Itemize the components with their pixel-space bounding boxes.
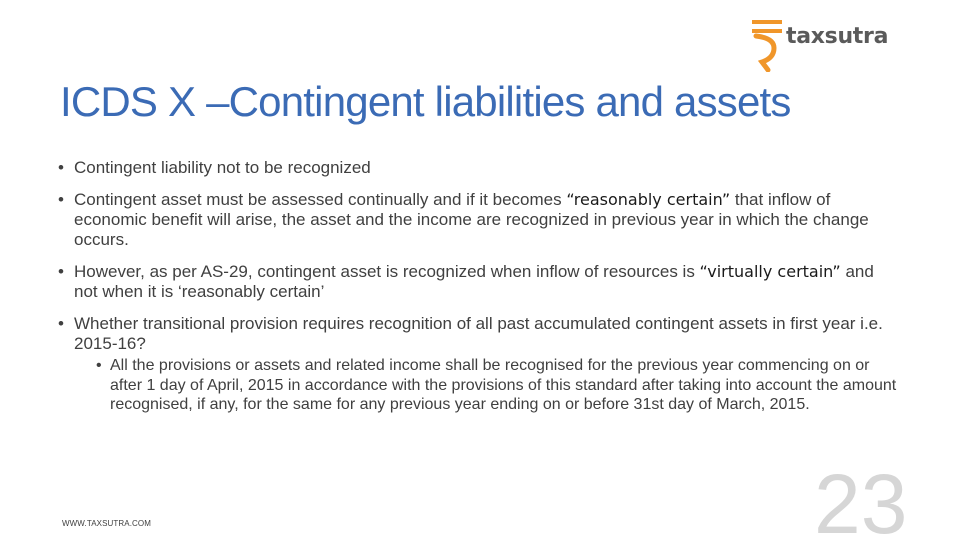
bullet-text-part: and not when it is ‘reasonably certain’ bbox=[74, 262, 874, 301]
bullet-text-part: Contingent asset must be assessed continually and if it becomes bbox=[74, 190, 567, 209]
sub-bullet-item bbox=[74, 356, 898, 415]
bullet-text bbox=[74, 158, 898, 178]
bullet-marker: • bbox=[96, 357, 102, 374]
bullet-text-part: that inflow of economic benefit will arise, the asset and the income are recognized in previous year in which the change occurs. bbox=[74, 190, 869, 249]
slide-title: ICDS X –Contingent liabilities and assets bbox=[60, 78, 791, 125]
bullet-list bbox=[58, 158, 898, 427]
bullet-text-part: Whether transitional provision requires recognition of all past accumulated contingent assets in first year i.e. 2015-16? bbox=[74, 314, 883, 353]
bullet-text bbox=[74, 190, 898, 250]
emphasis-text: “reasonably certain” bbox=[566, 190, 731, 209]
bullet-text-part: However, as per AS-29, contingent asset is recognized when inflow of resources is bbox=[74, 262, 700, 281]
taxsutra-logo bbox=[750, 16, 900, 72]
page-number: 23 bbox=[814, 457, 908, 551]
footer-url: WWW.TAXSUTRA.COM bbox=[62, 519, 151, 528]
bullet-item bbox=[58, 314, 898, 415]
sub-bullet-text: All the provisions or assets and related income shall be recognised for the previous year commencing on or after 1 day of April, 2015 in accordance with the provisions of this standard after taking into account the amount recognised, if any, for the same for any previous year ending on or before 31st day of March, 2015. bbox=[110, 357, 897, 413]
bullet-marker: • bbox=[58, 314, 64, 333]
bullet-item bbox=[58, 262, 898, 302]
bullet-marker: • bbox=[58, 262, 64, 281]
bullet-item bbox=[58, 158, 898, 178]
bullet-text bbox=[74, 314, 898, 354]
bullet-text-part: Contingent liability not to be recognized bbox=[74, 158, 371, 177]
rupee-icon bbox=[750, 16, 784, 72]
logo-text: taxsutra bbox=[786, 24, 889, 49]
bullet-text bbox=[74, 262, 898, 302]
bullet-item bbox=[58, 190, 898, 250]
bullet-marker: • bbox=[58, 190, 64, 209]
emphasis-text: “virtually certain” bbox=[699, 262, 841, 281]
bullet-marker: • bbox=[58, 158, 64, 177]
